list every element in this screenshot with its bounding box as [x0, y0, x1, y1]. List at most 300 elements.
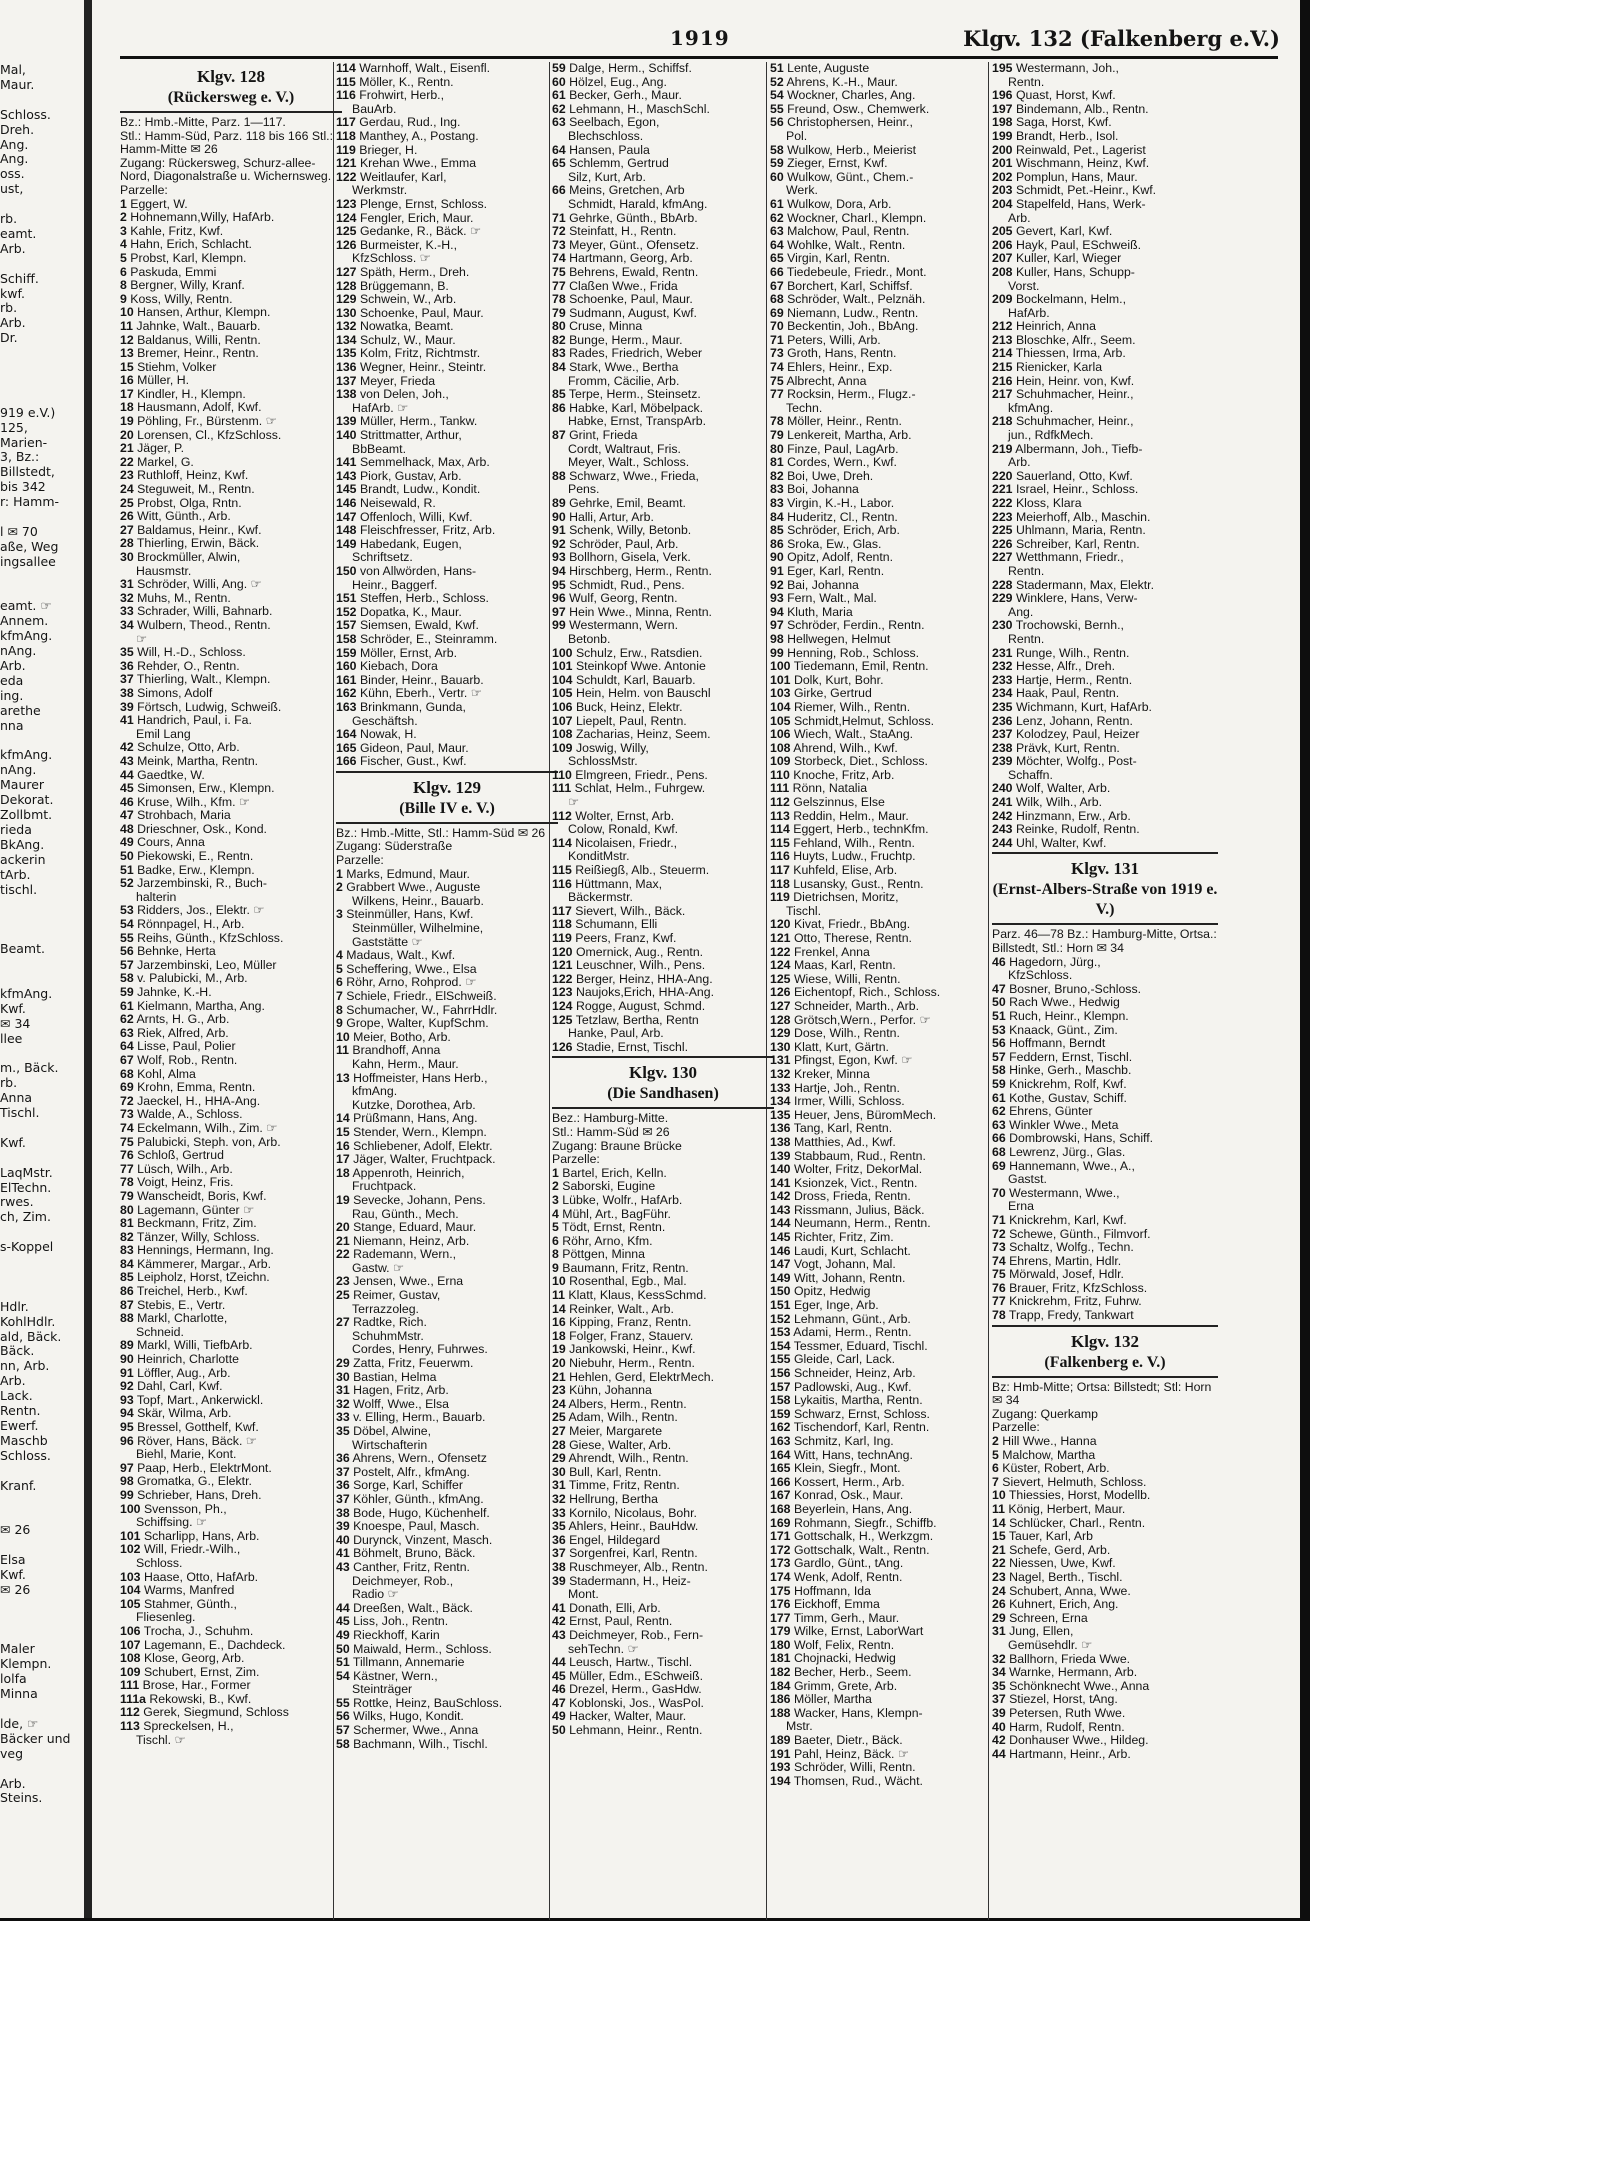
left-margin-fragment	[0, 0, 86, 1920]
entry-continuation: sehTechn. ☞	[568, 1642, 639, 1656]
plot-entry	[770, 1449, 992, 1463]
plot-number: 59	[552, 62, 566, 75]
margin-fragment-line: Dekorat.	[0, 792, 54, 808]
tenant-name: Rohmann, Siegfr., Schiffb.	[793, 1516, 937, 1530]
tenant-name: Tiedemann, Emil, Rentn.	[793, 660, 929, 674]
plot-entry	[770, 62, 992, 76]
plot-entry	[992, 198, 1218, 212]
plot-entry	[120, 483, 342, 497]
plot-number: 11	[552, 1289, 565, 1303]
tenant-name: Schröder, E., Steinramm.	[359, 632, 498, 646]
plot-number: 105	[120, 1597, 141, 1611]
plot-number: 174	[770, 1570, 791, 1584]
plot-number: 162	[336, 687, 357, 701]
tenant-name: Kiebach, Dora	[359, 660, 438, 674]
margin-fragment-line: Elsa	[0, 1552, 26, 1567]
margin-fragment-line: BkAng.	[0, 836, 45, 852]
tenant-name: Zatta, Fritz, Feuerwm.	[353, 1357, 474, 1371]
plot-entry	[336, 307, 558, 321]
plot-number: 14	[336, 1112, 350, 1126]
tenant-name: Frenkel, Anna	[793, 945, 870, 959]
plot-entry	[552, 810, 774, 824]
plot-number: 45	[336, 1615, 350, 1629]
tenant-name: Sievert, Wilh., Bäck.	[575, 904, 686, 918]
tenant-name: Witt, Hans, technAng.	[793, 1448, 913, 1462]
plot-entry	[552, 470, 774, 484]
plot-entry	[120, 741, 342, 755]
plot-number: 57	[992, 1050, 1006, 1064]
tenant-name: Tauer, Karl, Arb	[1008, 1530, 1093, 1544]
plot-number: 176	[770, 1598, 791, 1612]
plot-entry	[336, 1248, 558, 1262]
tenant-name: von Allwörden, Hans-	[359, 564, 477, 578]
plot-number: 200	[992, 143, 1013, 157]
plot-entry	[992, 1105, 1218, 1119]
plot-entry	[552, 1357, 774, 1371]
plot-number: 41	[120, 714, 134, 728]
plot-entry	[552, 728, 774, 742]
plot-entry	[120, 1353, 342, 1367]
plot-entry	[770, 986, 992, 1000]
margin-fragment-line: Arb.	[0, 1775, 26, 1791]
tenant-name: Kolodzey, Paul, Heizer	[1015, 728, 1140, 742]
plot-number: 72	[992, 1227, 1006, 1241]
margin-fragment-line: rb.	[0, 211, 18, 226]
plot-number: 125	[770, 972, 791, 986]
plot-number: 94	[552, 564, 566, 578]
tenant-name: Grimm, Grete, Arb.	[793, 1679, 898, 1693]
plot-entry	[770, 470, 992, 484]
tenant-name: Ballhorn, Frieda Wwe.	[1009, 1652, 1131, 1666]
plot-entry	[770, 1054, 992, 1068]
plot-number: 166	[336, 755, 357, 769]
tenant-name: Witt, Johann, Rentn.	[793, 1271, 906, 1285]
plot-entry	[120, 510, 342, 524]
plot-number: 64	[770, 238, 784, 252]
margin-fragment-line: ✉ 26	[0, 1522, 31, 1538]
tenant-name: Boi, Johanna	[787, 483, 859, 497]
tenant-name: Prüßmann, Hans, Ang.	[353, 1112, 478, 1126]
plot-number: 233	[992, 673, 1013, 687]
tenant-name: Kuhnert, Erich, Ang.	[1009, 1598, 1119, 1612]
section-info: Parzelle:	[552, 1152, 600, 1167]
plot-number: 1	[120, 197, 127, 211]
tenant-name: Vogt, Johann, Mal.	[793, 1258, 896, 1272]
plot-number: 86	[770, 537, 784, 551]
plot-entry	[992, 1557, 1218, 1571]
plot-number: 91	[770, 564, 784, 578]
plot-entry	[992, 1571, 1218, 1585]
plot-entry	[992, 388, 1218, 402]
section-info: Bz.: Hmb.-Mitte, Stl.: Hamm-Süd ✉ 26	[336, 825, 546, 840]
plot-entry	[992, 483, 1218, 497]
plot-number: 22	[336, 1248, 350, 1262]
plot-entry	[552, 769, 774, 783]
tenant-name: Ruschmeyer, Alb., Rentn.	[569, 1560, 708, 1574]
plot-number: 159	[770, 1407, 791, 1421]
tenant-name: Hein, Heinr. von, Kwf.	[1015, 374, 1135, 388]
margin-fragment-line: rieda	[0, 821, 32, 837]
plot-entry	[770, 388, 992, 402]
plot-entry	[552, 1248, 774, 1262]
plot-entry	[120, 225, 342, 239]
plot-entry	[552, 905, 774, 919]
section-info: Zugang: Braune Brücke	[552, 1138, 682, 1153]
entry-continuation: ☞	[136, 632, 148, 646]
tenant-name: Hölzel, Eug., Ang.	[569, 75, 667, 89]
entry-continuation: Rentn.	[1008, 75, 1045, 89]
tenant-name: Trochowski, Bernh.,	[1015, 619, 1124, 633]
margin-fragment-line: ust,	[0, 181, 24, 197]
tenant-name: Sorgenfrei, Karl, Rentn.	[569, 1547, 698, 1561]
tenant-name: Rottke, Heinz, BauSchloss.	[353, 1696, 503, 1710]
margin-fragment-line: Schloss.	[0, 106, 51, 122]
tenant-name: Schmidt, Rud., Pens.	[569, 578, 685, 592]
plot-number: 163	[336, 700, 357, 714]
plot-entry	[552, 334, 774, 348]
tenant-name: Bai, Johanna	[787, 578, 859, 592]
tenant-name: Bressel, Gotthelf, Kwf.	[137, 1421, 259, 1434]
directory-column-2	[336, 62, 558, 1751]
plot-entry	[552, 361, 774, 375]
plot-number: 7	[336, 990, 343, 1003]
plot-number: 11	[992, 1503, 1005, 1516]
section-rule	[992, 1376, 1218, 1378]
tenant-name: Hartje, Herm., Rentn.	[1015, 673, 1133, 687]
tenant-name: Adam, Wilh., Rentn.	[568, 1411, 678, 1425]
plot-number: 85	[770, 524, 784, 538]
plot-entry	[552, 1710, 774, 1724]
plot-entry	[992, 334, 1218, 348]
plot-number: 23	[552, 1384, 566, 1398]
tenant-name: Rach Wwe., Hedwig	[1009, 996, 1120, 1010]
plot-number: 118	[552, 918, 572, 932]
tenant-name: Gerek, Siegmund, Schloss	[143, 1706, 289, 1720]
plot-entry	[120, 456, 342, 470]
plot-entry	[770, 1408, 992, 1422]
entry-continuation: Rentn.	[1008, 632, 1045, 646]
section-rule	[992, 852, 1218, 854]
plot-entry	[770, 1299, 992, 1313]
tenant-name: Walde, A., Schloss.	[137, 1108, 243, 1122]
tenant-name: Naujoks,Erich, HHA-Ang.	[575, 986, 714, 1000]
plot-number: 91	[120, 1366, 134, 1380]
plot-number: 236	[992, 714, 1013, 728]
margin-fragment-line: Arb.	[0, 315, 26, 331]
plot-number: 106	[120, 1624, 141, 1638]
plot-entry	[552, 1439, 774, 1453]
plot-number: 88	[120, 1312, 134, 1326]
plot-entry	[770, 565, 992, 579]
tenant-name: Schwarz, Ernst, Schloss.	[793, 1407, 930, 1421]
tenant-name: Elmgreen, Friedr., Pens.	[575, 768, 708, 782]
entry-continuation: Blechschloss.	[568, 129, 644, 143]
tenant-name: Gerdau, Rud., Ing.	[359, 116, 461, 130]
tenant-name: Wolf, Felix, Rentn.	[793, 1638, 895, 1652]
plot-entry	[770, 810, 992, 824]
margin-fragment-line: Bäcker und	[0, 1730, 71, 1746]
tenant-name: Muhs, M., Rentn.	[137, 591, 231, 605]
plot-entry	[336, 1547, 558, 1561]
plot-entry	[552, 320, 774, 334]
plot-number: 45	[120, 782, 134, 796]
margin-fragment-line: 919 e.V.)	[0, 404, 56, 420]
bottom-edge	[0, 1918, 1310, 1921]
plot-entry	[120, 1489, 342, 1503]
tenant-name: Timm, Gerh., Maur.	[793, 1611, 900, 1625]
plot-number: 117	[552, 904, 572, 918]
plot-entry	[120, 1122, 342, 1136]
plot-number: 29	[992, 1611, 1006, 1625]
tenant-name: Wetthmann, Friedr.,	[1015, 551, 1124, 565]
plot-entry	[120, 1475, 342, 1489]
plot-number: 8	[552, 1248, 559, 1262]
plot-number: 82	[120, 1230, 134, 1244]
plot-number: 137	[336, 374, 357, 388]
plot-number: 79	[120, 1189, 134, 1203]
plot-entry	[992, 1435, 1218, 1449]
margin-fragment-line: Hdlr.	[0, 1298, 29, 1314]
tenant-name: Knoespe, Paul, Masch.	[353, 1520, 480, 1534]
plot-entry	[992, 1146, 1218, 1160]
plot-number: 61	[992, 1091, 1006, 1105]
tenant-name: Seelbach, Egon,	[569, 116, 660, 130]
plot-number: 15	[120, 360, 134, 374]
plot-entry	[552, 1343, 774, 1357]
tenant-name: Bartel, Erich, Kelln.	[562, 1166, 667, 1180]
plot-entry	[770, 1136, 992, 1150]
tenant-name: Kuhfeld, Elise, Arb.	[793, 864, 898, 878]
tenant-name: Müller, H.	[137, 374, 190, 388]
plot-entry	[120, 1163, 342, 1177]
margin-fragment-line: LaqMstr.	[0, 1164, 53, 1180]
entry-continuation: Betonb.	[568, 632, 611, 646]
tenant-name: Petersen, Ruth Wwe.	[1009, 1706, 1126, 1720]
plot-number: 16	[336, 1139, 350, 1153]
plot-entry	[992, 1721, 1218, 1735]
plot-entry	[120, 551, 342, 565]
tenant-name: Schubert, Ernst, Zim.	[143, 1665, 260, 1679]
plot-number: 37	[992, 1693, 1006, 1707]
plot-entry	[552, 1547, 774, 1561]
plot-number: 92	[120, 1380, 134, 1394]
plot-number: 228	[992, 578, 1013, 592]
tenant-name: Schröder, Erich, Arb.	[787, 524, 900, 538]
tenant-name: Wacker, Hans, Klempn-	[793, 1706, 923, 1720]
tenant-name: Liss, Joh., Rentn.	[353, 1615, 449, 1629]
plot-entry	[552, 932, 774, 946]
tenant-name: Dreeßen, Walt., Bäck.	[353, 1601, 473, 1615]
plot-entry	[336, 660, 558, 674]
tenant-name: Markl, Willi, TiefbArb.	[137, 1339, 253, 1353]
plot-number: 61	[770, 197, 784, 211]
plot-number: 31	[552, 1479, 566, 1493]
tenant-name: Hoffmann, Ida	[793, 1584, 871, 1598]
tenant-name: Bosner, Bruno,-Schloss.	[1009, 982, 1142, 996]
tenant-name: Wiese, Willi, Rentn.	[793, 972, 901, 986]
plot-number: 83	[770, 497, 784, 510]
plot-number: 117	[336, 116, 356, 130]
plot-entry	[992, 130, 1218, 144]
plot-entry	[336, 1221, 558, 1235]
tenant-name: Storbeck, Diet., Schloss.	[793, 755, 928, 769]
tenant-name: Ruch, Heinr., Klempn.	[1009, 1010, 1129, 1023]
plot-entry	[992, 1462, 1218, 1476]
plot-number: 172	[770, 1543, 791, 1557]
tenant-name: Schumann, Elli	[575, 918, 658, 932]
running-title: Klgv. 132 (Falkenberg e.V.)	[963, 26, 1280, 51]
plot-entry	[770, 1027, 992, 1041]
margin-fragment-line: Arb.	[0, 240, 26, 256]
plot-number: 49	[336, 1628, 350, 1642]
tenant-name: Wilke, Ernst, LaborWart	[793, 1625, 924, 1639]
plot-number: 26	[120, 510, 134, 524]
plot-number: 73	[552, 238, 566, 252]
plot-number: 101	[120, 1529, 141, 1543]
tenant-name: Steinfatt, H., Rentn.	[569, 225, 677, 239]
tenant-name: Tillmann, Annemarie	[352, 1656, 465, 1670]
plot-number: 34	[120, 618, 134, 632]
plot-entry	[770, 239, 992, 253]
plot-number: 40	[992, 1720, 1006, 1734]
plot-entry	[336, 171, 558, 185]
plot-number: 242	[992, 809, 1013, 823]
tenant-name: Thierling, Erwin, Bäck.	[136, 537, 260, 551]
plot-number: 23	[336, 1275, 350, 1289]
margin-fragment-line: Kranf.	[0, 1477, 37, 1493]
plot-number: 132	[770, 1067, 791, 1081]
plot-number: 79	[770, 429, 784, 443]
plot-entry	[552, 864, 774, 878]
plot-number: 76	[992, 1281, 1006, 1295]
tenant-name: Wanscheidt, Boris, Kwf.	[137, 1189, 267, 1203]
plot-number: 37	[336, 1492, 350, 1506]
plot-entry	[120, 415, 342, 429]
tenant-name: Baeter, Dietr., Bäck.	[793, 1734, 903, 1748]
margin-fragment-line: lolfa	[0, 1671, 27, 1687]
plot-entry	[992, 996, 1218, 1010]
plot-number: 6	[552, 1234, 559, 1248]
tenant-name: Giese, Walter, Arb.	[569, 1438, 672, 1452]
header-rule	[120, 56, 1278, 59]
tenant-name: Hüttmann, Max,	[575, 877, 663, 891]
section-rule	[552, 1107, 774, 1109]
plot-number: 68	[992, 1145, 1006, 1159]
tenant-name: Claßen Wwe., Frida	[569, 279, 678, 293]
plot-number: 30	[552, 1465, 566, 1479]
tenant-name: Thierling, Walt., Klempn.	[136, 673, 271, 687]
plot-number: 21	[336, 1234, 350, 1248]
plot-entry	[770, 1680, 992, 1694]
tenant-name: Riemer, Wilh., Rentn.	[793, 700, 911, 714]
tenant-name: Meink, Martha, Rentn.	[137, 754, 259, 768]
tenant-name: Meyer, Frieda	[359, 374, 436, 388]
plot-number: 126	[770, 986, 791, 1000]
plot-entry	[552, 1479, 774, 1493]
tenant-name: Warnhoff, Walt., Eisenfl.	[359, 62, 491, 75]
tenant-name: Huyts, Ludw., Fruchtp.	[793, 850, 916, 864]
margin-fragment-line: Marien-	[0, 434, 48, 450]
tenant-name: Klein, Siegfr., Mont.	[793, 1462, 901, 1476]
margin-fragment-line: Beamt.	[0, 941, 45, 957]
entry-continuation: Kahn, Herm., Maur.	[352, 1057, 459, 1071]
plot-number: 48	[120, 822, 134, 836]
plot-number: 206	[992, 238, 1013, 252]
plot-entry	[992, 184, 1218, 198]
plot-number: 59	[992, 1077, 1006, 1091]
plot-entry	[120, 945, 342, 959]
plot-number: 154	[770, 1339, 791, 1353]
plot-number: 33	[120, 605, 134, 619]
margin-fragment-line: KohlHdlr.	[0, 1313, 56, 1329]
plot-number: 37	[336, 1465, 350, 1479]
tenant-name: Witt, Günth., Arb.	[137, 510, 231, 524]
plot-number: 121	[552, 959, 573, 973]
tenant-name: Brieger, H.	[359, 143, 418, 157]
entry-continuation: Wilkens, Heinr., Bauarb.	[352, 894, 484, 908]
plot-entry	[992, 796, 1218, 810]
entry-continuation: Schloss.	[136, 1556, 183, 1570]
plot-number: 147	[770, 1258, 791, 1272]
tenant-name: Becker, Gerh., Maur.	[569, 89, 682, 103]
tenant-name: Skär, Wilma, Arb.	[137, 1407, 232, 1421]
plot-entry	[120, 211, 342, 225]
plot-number: 117	[770, 864, 790, 878]
plot-number: 75	[992, 1268, 1006, 1282]
plot-number: 37	[120, 673, 134, 687]
plot-number: 33	[552, 1506, 566, 1520]
tenant-name: Uhl, Walter, Kwf.	[1015, 836, 1107, 850]
plot-entry	[120, 769, 342, 783]
tenant-name: Schoenke, Paul, Maur.	[569, 293, 693, 307]
plot-number: 101	[552, 660, 573, 674]
plot-entry	[336, 949, 558, 963]
tenant-name: Rades, Friedrich, Weber	[569, 347, 703, 361]
tenant-name: Lehmann, Günt., Arb.	[793, 1312, 911, 1326]
tenant-name: Peters, Willi, Arb.	[787, 333, 881, 347]
plot-number: 81	[120, 1217, 134, 1231]
plot-number: 64	[120, 1040, 134, 1054]
tenant-name: Kindler, H., Klempn.	[137, 387, 246, 401]
plot-entry	[992, 782, 1218, 796]
plot-entry	[770, 1625, 992, 1639]
plot-number: 105	[552, 687, 573, 701]
plot-entry	[770, 1503, 992, 1517]
plot-number: 104	[120, 1584, 141, 1598]
section-title: Klgv. 131	[1070, 859, 1139, 879]
plot-number: 74	[120, 1121, 134, 1135]
entry-continuation: Fliesenleg.	[136, 1611, 196, 1625]
margin-fragment-line: Kwf.	[0, 1566, 26, 1582]
tenant-name: Schlücker, Charl., Rentn.	[1009, 1516, 1146, 1530]
section-rule	[992, 1325, 1218, 1327]
plot-entry	[770, 1612, 992, 1626]
tenant-name: Wulf, Georg, Rentn.	[569, 592, 678, 606]
plot-number: 24	[992, 1584, 1006, 1598]
tenant-name: Knickrehm, Karl, Kwf.	[1009, 1213, 1127, 1227]
plot-entry	[770, 674, 992, 688]
plot-number: 115	[770, 836, 790, 850]
plot-entry	[552, 551, 774, 565]
plot-number: 207	[992, 252, 1013, 266]
plot-number: 111a	[120, 1692, 146, 1706]
plot-entry	[770, 796, 992, 810]
margin-fragment-line: Maur.	[0, 76, 35, 92]
plot-entry	[992, 983, 1218, 997]
plot-number: 38	[336, 1506, 350, 1520]
plot-number: 65	[770, 252, 784, 266]
tenant-name: Jensen, Wwe., Erna	[353, 1275, 464, 1289]
